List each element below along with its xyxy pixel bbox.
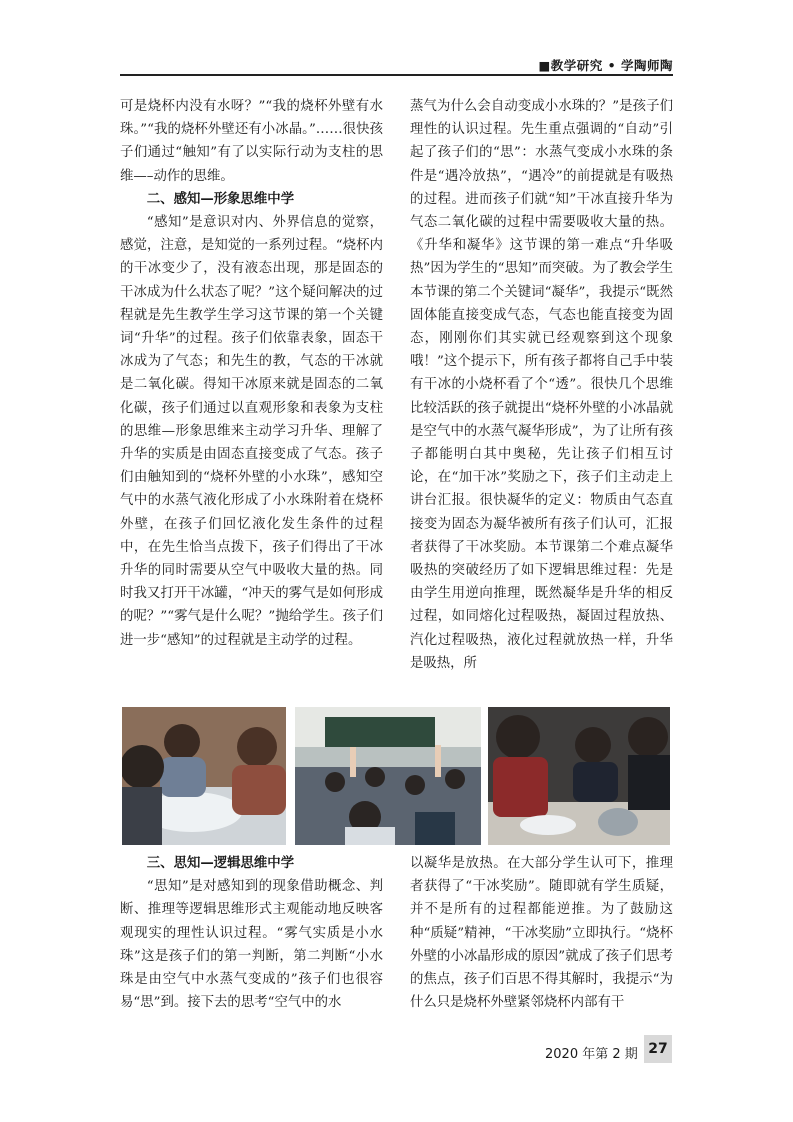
running-header: ■教学研究 • 学陶师陶 — [538, 58, 673, 73]
classroom-photo-hands-raised — [295, 707, 481, 845]
paragraph: “思知”是对感知到的现象借助概念、判断、推理等逻辑思维形式主观能动地反映客观现实的理性认识过程。“雾气实质是小水珠”这是孩子们的第一判断，第二判断“小水珠是由空气中水蒸气变成的”孩子们也很容易“思”到。接下去的思考“空气中的水 — [120, 879, 383, 1011]
paragraph: 可是烧杯内没有水呀？”“我的烧杯外壁有水珠。”“我的烧杯外壁还有小冰晶。”……很快孩子们通过“触知”有了以实际行动为支柱的思维—–动作的思维。 — [120, 99, 383, 184]
issue-label: 2020 年第 2 期 — [545, 1047, 638, 1062]
section-heading-2: 二、感知—形象思维中学 — [146, 191, 295, 207]
column-top-right — [410, 95, 673, 675]
paragraph: 蒸气为什么会自动变成小水珠的？”是孩子们理性的认识过程。先生重点强调的“自动”引起了孩子们的“思”：水蒸气变成小水珠的条件是“遇冷放热”，“遇冷”的前提就是有吸热的过程。进而孩子们就“知”干冰直接升华为气态二氧化碳的过程中需要吸收大量的热。《升华和凝华》这节课的第一难点“升华吸热”因为学生的“思知”而突破。为了教会学生本节课的第二个关键词“凝华”，我提示“既然固体能直接变成气态，气态也能直接变为固态，刚刚你们其实就已经观察到这个现象哦！”这个提示下，所有孩子都将自己手中装有干冰的小烧杯看了个“透”。很快几个思维比较活跃的孩子就提出“烧杯外壁的小冰晶就是空气中的水蒸气凝华形成”，为了让所有孩子都能明白其中奥秘，先让孩子们相互讨论，在“加干冰”奖励之下，孩子们主动走上讲台汇报。很快凝华的定义：物质由气态直接变为固态为凝华被所有孩子们认可，汇报者获得了干冰奖励。本节课第二个难点凝华吸热的突破经历了如下逻辑思维过程：先是由学生用逆向推理，既然凝华是升华的相反过程，如同熔化过程吸热，凝固过程放热、汽化过程吸热，液化过程就放热一样，升华是吸热，所 — [410, 99, 673, 671]
page-number: 27 — [644, 1035, 672, 1063]
section-heading-3: 三、思知—逻辑思维中学 — [146, 856, 295, 871]
header-rule — [120, 74, 673, 76]
column-bottom-left — [120, 852, 383, 1014]
paragraph: 以凝华是放热。在大部分学生认可下，推理者获得了“干冰奖励”。随即就有学生质疑，并不是所有的过程都能逆推。为了鼓励这种“质疑”精神，“干冰奖励”立即执行。“烧杯外壁的小冰晶形成的原因”就成了孩子们思考的焦点，孩子们百思不得其解时，我提示“为什么只是烧杯外壁紧邻烧杯内部有干 — [410, 856, 673, 1011]
classroom-photo-experiment — [122, 707, 286, 845]
classroom-photo-teacher-demo — [488, 707, 670, 845]
paragraph: “感知”是意识对内、外界信息的觉察，感觉，注意，是知觉的一系列过程。“烧杯内的干冰变少了，没有液态出现，那是固态的干冰成为什么状态了呢？”这个疑问解决的过程就是先生教学生学习这节课的第一个关键词“升华”的过程。孩子们依靠表象，固态干冰成为了气态；和先生的教，气态的干冰就是二氧化碳。得知干冰原来就是固态的二氧化碳，孩子们通过以直观形象和表象为支柱的思维—形象思维来主动学习升华、理解了升华的实质是由固态直接变成了气态。孩子们由触知到的“烧杯外壁的小水珠”，感知空气中的水蒸气液化形成了小水珠附着在烧杯外壁，在孩子们回忆液化发生条件的过程中，在先生恰当点拨下，孩子们得出了干冰升华的同时需要从空气中吸收大量的热。同时我又打开干冰罐，“冲天的雾气是如何形成的呢？”“雾气是什么呢？”抛给学生。孩子们进一步“感知”的过程就是主动学的过程。 — [120, 215, 383, 648]
column-bottom-right — [410, 852, 673, 1014]
column-top-left — [120, 95, 383, 652]
